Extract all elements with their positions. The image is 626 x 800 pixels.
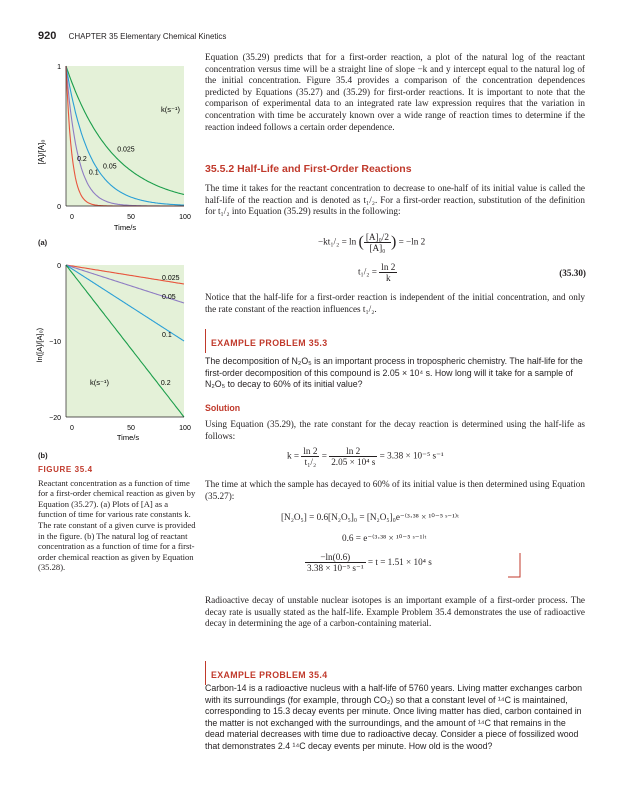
end-of-solution-mark (480, 553, 522, 579)
equation-decay: [N₂O₅] = 0.6[N₂O₅]₀ = [N₂O₅]₀e⁻⁽³·³⁸ × ¹⁰⁻⁵ ˢ⁻¹⁾ᵗ (281, 512, 459, 522)
series-label-k-0.1: 0.1 (162, 332, 172, 339)
solution-label: Solution (205, 403, 241, 413)
x-tick-label: 50 (127, 214, 135, 221)
chart-a-label: (a) (38, 238, 48, 247)
equation-time-result: $\frac{-\ln(0.6)}{\text{3.38 × 10⁻⁵ s⁻¹}}$ = t = 1.51 × 10⁴ s (307, 552, 432, 573)
x-axis-label: Time/s (113, 223, 137, 232)
chart-b-label: (b) (38, 451, 48, 460)
x-axis-label: Time/s (116, 433, 140, 442)
x-tick-label: 100 (179, 425, 191, 432)
y-axis-label: [A]/[A]₀ (37, 139, 46, 165)
section-heading: 35.5.2 Half-Life and First-Order Reactions (205, 163, 412, 175)
example-problem-35-3-text: The decomposition of N₂O₅ is an important process in tropospheric chemistry. The half-life for the first-order decomposition of this compound is 2.05 × 10⁴ s. How long will it take for a sample of N₂O₅ to decay to 60% of its initial value? (205, 356, 583, 390)
example-problem-35-4-text: Carbon-14 is a radioactive nucleus with a half-life of 5760 years. Living matter exchanges carbon with its surroundings (for example, through CO₂) so that a constant level of ¹⁴C is maintained, corresponding to 15.3 decay events per minute. Once living matter has died, carbon contained in the matter is not exchanged with the surroundings, and the amount of ¹⁴C that remains in the dead material decreases with time due to radioactive decay. Consider a piece of fossilized wood that demonstrates 2.4 ¹⁴C decay events per minute. How old is the wood? (205, 683, 583, 751)
section-paragraph-2: Notice that the half-life for a first-order reaction is independent of the initial concentration, and only the rate constant of the reaction influences t₁/₂. (205, 292, 585, 314)
example-problem-35-4-heading: EXAMPLE PROBLEM 35.4 (205, 665, 585, 683)
running-title: CHAPTER 35 Elementary Chemical Kinetics (68, 32, 227, 41)
chart-a-svg (28, 52, 200, 240)
y-tick-label: 1 (57, 64, 61, 71)
series-label-k-0.05: 0.05 (162, 294, 176, 301)
x-tick-label: 0 (70, 425, 74, 432)
series-label-k-0.2: 0.2 (160, 380, 171, 387)
figure-caption-text: Reactant concentration as a function of time for a first-order chemical reaction as given by Equation (35.27). (a) Plots of [A] as a function of time for various rate constants k. The rate constant of a given curve is provided in the figure. (b) The natural log of reactant concentration as a function of time for a first-order chemical reaction as given by Equation (35.28). (38, 477, 196, 573)
figure-caption (38, 465, 198, 573)
chart-b-svg (28, 255, 200, 450)
k-label: k(s⁻¹) (161, 105, 180, 114)
equation-35-30: t₁/₂ = $\frac{\ln 2}{k}$ (358, 262, 396, 283)
x-tick-label: 100 (179, 214, 191, 221)
y-tick-label: −20 (49, 415, 61, 422)
figure-caption-title: FIGURE 35.4 (38, 465, 93, 474)
series-label-k-0.05: 0.05 (103, 163, 117, 171)
y-tick-label: 0 (57, 263, 61, 270)
section-paragraph-1: The time it takes for the reactant concentration to decrease to one-half of its initial value is called the half-life of the reaction and is denoted as t₁/₂. For a first-order reaction, substitution of the definition for t₁/₂ into Equation (35.29) results in the following: (205, 183, 585, 217)
solution-paragraph-2: The time at which the sample has decayed to 60% of its initial value is then determined using Equation (35.27): (205, 479, 585, 501)
x-tick-label: 50 (127, 425, 135, 432)
plot-area (66, 66, 184, 206)
chart-a (28, 52, 200, 240)
k-label: k(s⁻¹) (90, 378, 109, 387)
equation-rate-constant: k = $\frac{\ln 2}{\text{t₁/₂}}$ = $\frac{\ln 2}{\text{2.05 × 10⁴ s}}$ = 3.38 × 10⁻⁵ s⁻¹ (287, 446, 444, 467)
y-tick-label: 0 (57, 204, 61, 211)
series-label-k-0.025: 0.025 (117, 146, 135, 154)
equation-decay-ratio: 0.6 = e⁻⁽³·³⁸ × ¹⁰⁻⁵ ˢ⁻¹⁾ᵗ (342, 533, 427, 543)
series-label-k-0.1: 0.1 (88, 169, 99, 177)
y-tick-label: −10 (49, 339, 61, 346)
x-tick-label: 0 (70, 214, 74, 221)
page-number: 920 (38, 30, 57, 42)
intro-paragraph: Equation (35.29) predicts that for a first-order reaction, a plot of the natural log of the reactant concentration versus time will be a straight line of slope −k and y intercept equal to the natural log of the initial concentration. Figure 35.4 provides a comparison of the concentration dependences predicted by Equations (35.27) and (35.29) for first-order reactions. It is important to note that the comparison of experimental data to an integrated rate law expression requires that the variation in concentration with time be accurately known over a wide range of reaction times to determine if the reaction indeed follows a certain order dependence. (205, 52, 585, 132)
example-problem-35-3-heading: EXAMPLE PROBLEM 35.3 (205, 333, 585, 351)
page-header (38, 30, 226, 42)
equation-half-life-derivation: −kt₁/₂ = ln ( $\frac{\text{[A]₀/2}}{\text{[A]₀}}$ ) = −ln 2 (318, 232, 426, 253)
solution-paragraph-1: Using Equation (35.29), the rate constant for the decay reaction is determined using the half-life as follows: (205, 419, 585, 441)
y-axis-label: ln([A]/[A]₀) (35, 327, 44, 363)
radioactive-decay-paragraph: Radioactive decay of unstable nuclear isotopes is an important example of a first-order process. The decay rate is usually stated as the half-life. Example Problem 35.4 demonstrates the use of radioactive decay in determining the age of a carbon-containing material. (205, 595, 585, 629)
chart-b (28, 255, 200, 450)
series-label-k-0.025: 0.025 (162, 275, 180, 282)
series-label-k-0.2: 0.2 (77, 155, 87, 163)
equation-number: (35.30) (559, 268, 586, 278)
